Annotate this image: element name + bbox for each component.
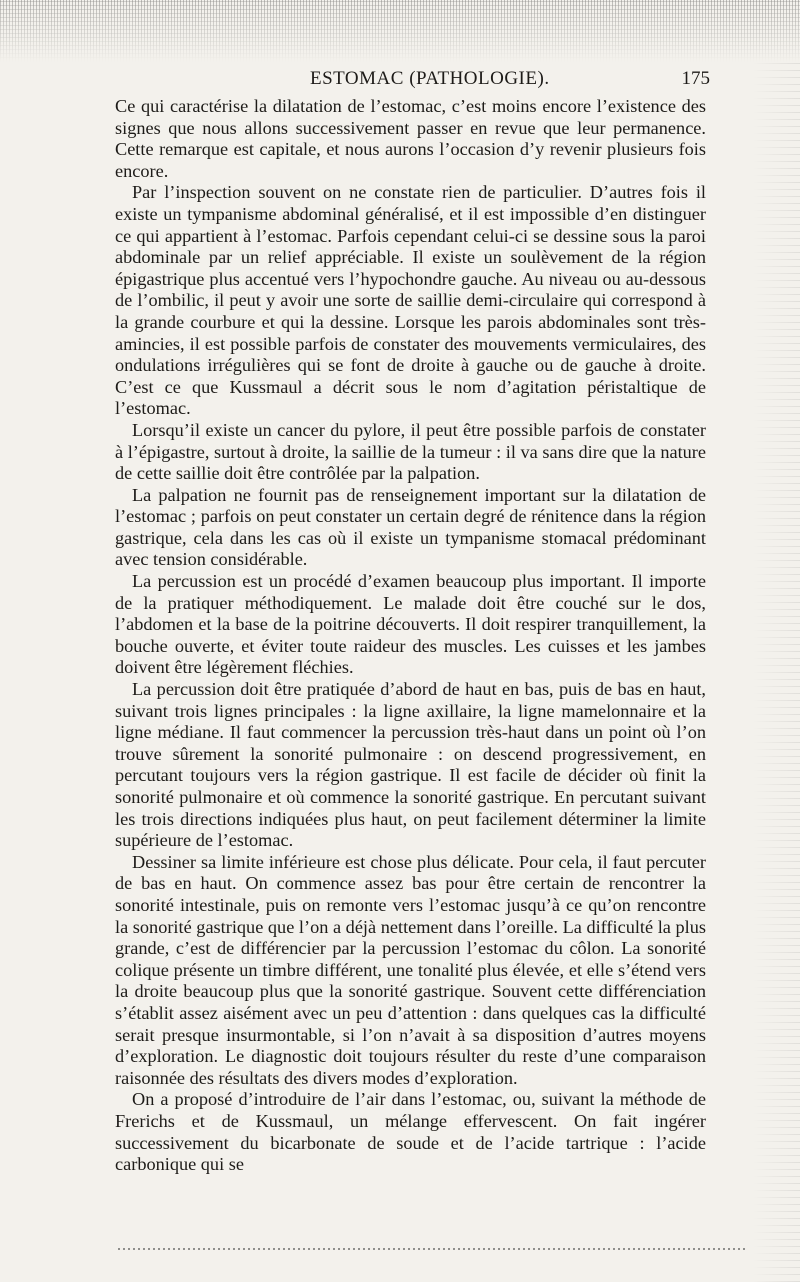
paragraph: Par l’inspection souvent on ne constate rien de particulier. D’autres fois il existe un tympanisme abdominal généralisé, et il est impossible d’en distinguer ce qui appartient à l’estomac. Parfois cependant celui-ci se dessine sous la paroi abdominale par un relief appréciable. Il existe un soulèvement de la région épigastrique plus accentué vers l’hypochondre gauche. Au niveau ou au-dessous de l’ombilic, il peut y avoir une sorte de saillie demi-circulaire qui correspond à la grande courbure et qui la dessine. Lorsque les parois abdominales sont très-amincies, il est possible parfois de constater des mouvements vermiculaires, des ondulations irrégulières qui se font de droite à gauche ou de gauche à droite. C’est ce que Kussmaul a décrit sous le nom d’agitation péristaltique de l’estomac. (115, 182, 706, 419)
paragraph: La percussion doit être pratiquée d’abord de haut en bas, puis de bas en haut, suivant trois lignes principales : la ligne axillaire, la ligne mamelonnaire et la ligne médiane. Il faut commencer la percussion très-haut dans un point où l’on trouve sûrement la sonorité pulmonaire : on descend progressivement, en percutant toujours vers la région gastrique. Il est facile de décider où finit la sonorité pulmonaire et où commence la sonorité gastrique. En percutant suivant les trois directions indiquées plus haut, on peut facilement déterminer la limite supérieure de l’estomac. (115, 679, 706, 851)
bottom-dotted-rule (118, 1248, 748, 1250)
paragraph: Ce qui caractérise la dilatation de l’estomac, c’est moins encore l’existence des signes que nous allons successivement passer en revue que leur permanence. Cette remarque est capitale, et nous aurons l’occasion d’y revenir plusieurs fois encore. (115, 96, 706, 181)
paragraph: Dessiner sa limite inférieure est chose plus délicate. Pour cela, il faut percuter de bas en haut. On commence assez bas pour être certain de rencontrer la sonorité intestinale, puis on remonte vers l’estomac jusqu’à ce qu’on rencontre la sonorité gastrique que l’on a déjà nettement dans l’oreille. La difficulté la plus grande, c’est de différencier par la percussion l’estomac du côlon. La sonorité colique présente un timbre différent, une tonalité plus élevée, et elle s’étend vers la droite beaucoup plus que la sonorité gastrique. Souvent cette différenciation s’établit assez aisément avec un peu d’attention : dans quelques cas la difficulté serait presque insurmontable, si l’on n’avait à sa disposition d’autres moyens d’exploration. Le diagnostic doit toujours résulter du reste d’une comparaison raisonnée des résultats des divers modes d’exploration. (115, 851, 706, 1088)
page-number: 175 (681, 68, 710, 89)
header-title: ESTOMAC (PATHOLOGIE). (310, 68, 550, 89)
paragraph: La palpation ne fournit pas de renseignement important sur la dilatation de l’estomac ; parfois on peut constater un certain degré de rénitence dans la région gastrique, cela dans les cas où il existe un tympanisme stomacal prédominant avec tension considérable. (115, 484, 706, 570)
running-header (110, 68, 710, 96)
body-text (115, 96, 706, 1176)
paragraph: La percussion est un procédé d’examen beaucoup plus important. Il importe de la pratiquer méthodiquement. Le malade doit être couché sur le dos, l’abdomen et la base de la poitrine découverts. Il doit respirer tranquillement, la bouche ouverte, et éviter toute raideur des muscles. Les cuisses et les jambes doivent être légèrement fléchies. (115, 571, 706, 678)
scan-noise-top (0, 0, 800, 62)
paragraph: On a proposé d’introduire de l’air dans l’estomac, ou, suivant la méthode de Frerichs et de Kussmaul, un mélange effervescent. On fait ingérer successivement du bicarbonate de soude et de l’acide tartrique : l’acide carbonique qui se (115, 1089, 706, 1175)
paragraph: Lorsqu’il existe un cancer du pylore, il peut être possible parfois de constater à l’épigastre, surtout à droite, la saillie de la tumeur : il va sans dire que la nature de cette saillie doit être contrôlée par la palpation. (115, 419, 706, 484)
scan-noise-right (752, 60, 800, 1282)
